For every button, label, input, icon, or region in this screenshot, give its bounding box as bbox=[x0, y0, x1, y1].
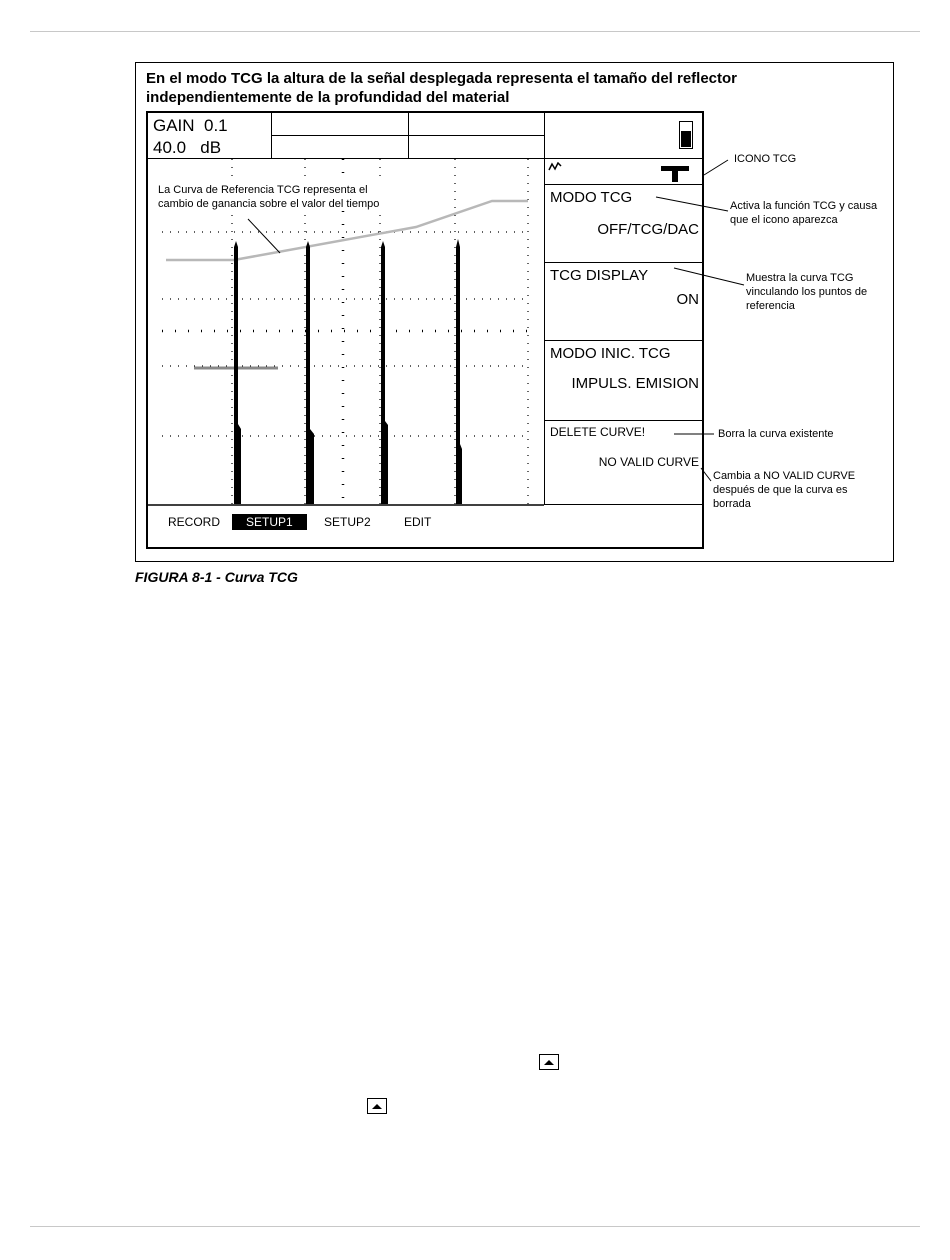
menu-value-modo-tcg: OFF/TCG/DAC bbox=[597, 221, 699, 238]
softkey-edit[interactable]: EDIT bbox=[404, 515, 432, 529]
figure-caption: FIGURA 8-1 - Curva TCG bbox=[135, 569, 298, 585]
menu-value-modo-inic: IMPULS. EMISION bbox=[571, 375, 699, 392]
callout-delete-curve: Borra la curva existente bbox=[718, 428, 834, 440]
arrow-up-key-icon bbox=[539, 1054, 559, 1070]
figure-frame bbox=[135, 62, 894, 562]
callout-modo-tcg: Activa la función TCG y causa que el icono aparezca bbox=[730, 200, 878, 226]
curve-annotation: La Curva de Referencia TCG representa el cambio de ganancia sobre el valor del tiempo bbox=[158, 183, 388, 211]
menu-title-tcg-display: TCG DISPLAY bbox=[550, 267, 649, 284]
menu-title-modo-inic: MODO INIC. TCG bbox=[550, 345, 671, 362]
arrow-up-key-icon bbox=[367, 1098, 387, 1114]
figure-title: En el modo TCG la altura de la señal desplegada representa el tamaño del reflector independientemente de la profundidad del material bbox=[146, 70, 738, 106]
softkey-setup2[interactable]: SETUP2 bbox=[324, 515, 371, 529]
menu-value-delete-curve: NO VALID CURVE bbox=[598, 455, 699, 469]
softkey-record[interactable]: RECORD bbox=[168, 515, 221, 529]
menu-value-tcg-display: ON bbox=[676, 291, 699, 308]
callout-icono-tcg: ICONO TCG bbox=[734, 153, 797, 165]
bottom-rule bbox=[30, 1226, 920, 1227]
callout-no-valid: Cambia a NO VALID CURVE después de que la curva es borrada bbox=[713, 470, 856, 510]
gain-step: GAIN 0.1 bbox=[153, 116, 228, 135]
softkey-setup1[interactable]: SETUP1 bbox=[232, 514, 307, 530]
gain-value: 40.0 dB bbox=[153, 138, 222, 157]
callout-tcg-display: Muestra la curva TCG vinculando los puntos de referencia bbox=[746, 272, 868, 312]
menu-title-modo-tcg: MODO TCG bbox=[550, 189, 633, 206]
menu-title-delete-curve: DELETE CURVE! bbox=[550, 425, 646, 439]
top-rule bbox=[30, 31, 920, 32]
